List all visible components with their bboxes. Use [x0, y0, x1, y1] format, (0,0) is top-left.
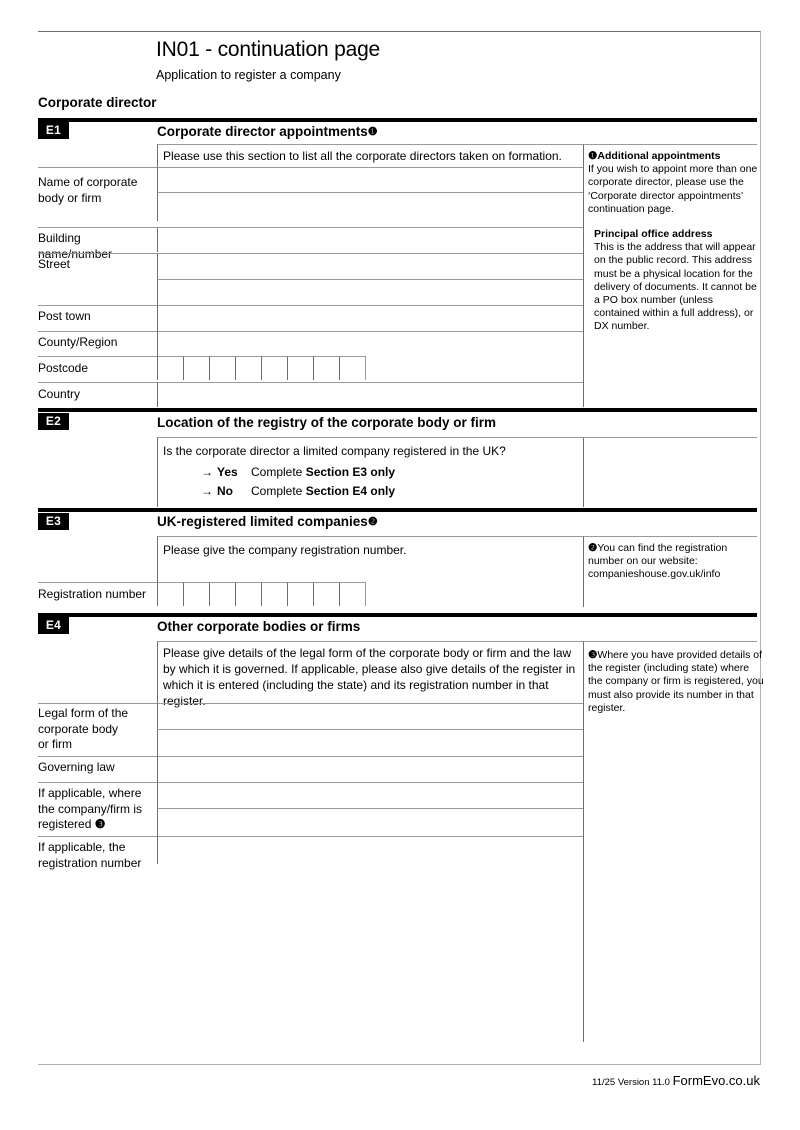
input-postcode-char-1[interactable] [157, 356, 184, 380]
field-label-county-region: County/Region [38, 335, 118, 349]
rule-e4-legalform [38, 703, 157, 704]
guidance-e4-item-1 [588, 649, 764, 715]
field-label-postcode: Postcode [38, 361, 89, 375]
rule-e1-country [38, 382, 157, 383]
guidance-e1-item-2 [594, 228, 760, 334]
input-postcode-char-5[interactable] [261, 356, 288, 380]
note-marker-1-icon: ❶ [588, 150, 598, 162]
rule-e1-postcode [38, 356, 157, 357]
footer-divider [38, 1064, 760, 1065]
rule-e4-governinglaw [38, 756, 157, 757]
section-badge-e4: E4 [38, 617, 69, 634]
note-ref-1-icon: ❶ [367, 126, 378, 138]
section-heading-e3-text: UK-registered limited companies [157, 514, 368, 529]
field-label-registration-number: Registration number [38, 587, 147, 601]
section-heading-e3 [157, 514, 378, 529]
guidance-e1-item-1 [588, 150, 764, 216]
page-title: IN01 - continuation page [156, 38, 381, 61]
section-divider-e4 [38, 613, 757, 617]
section-heading-e1-text: Corporate director appointments [157, 124, 368, 139]
rule-e1-name [38, 167, 157, 168]
input-legal-form-line2[interactable] [157, 729, 583, 756]
section-heading-e2: Location of the registry of the corporate body or firm [157, 415, 497, 430]
input-street-line2[interactable] [157, 279, 583, 305]
field-label-post-town: Post town [38, 309, 91, 323]
input-postcode-char-4[interactable] [235, 356, 262, 380]
guidance-e3-item-1 [588, 542, 764, 582]
input-registration-number-char-3[interactable] [209, 582, 236, 606]
input-postcode-char-3[interactable] [209, 356, 236, 380]
e2-option-yes[interactable] [201, 464, 395, 480]
guidance-e1-body-1: If you wish to appoint more than one corporate director, please use the ‘Corporate director appointments’ continuation page. [588, 163, 758, 215]
e3-instruction-text: Please give the company registration number. [163, 543, 407, 557]
guidance-e1-body-2: This is the address that will appear on the public record. This address must be a physical location for the delivery of documents. It cannot be a PO box number (unless contained within a full address), or DX number. [594, 241, 757, 333]
input-where-registered-line1[interactable] [157, 782, 583, 808]
rule-e1-county [38, 331, 157, 332]
rule-e1-street [38, 253, 157, 254]
footer-version: 11/25 Version 11.0 [592, 1077, 670, 1088]
rule-e4-whereregistered [38, 782, 157, 783]
guidance-e3-body-1: You can find the registration number on our website: companieshouse.gov.uk/info [588, 542, 728, 581]
note-ref-3-icon: ❸ [94, 817, 106, 831]
page-subtitle: Application to register a company [156, 68, 341, 82]
note-marker-3-icon: ❸ [588, 649, 598, 661]
input-building-name-number[interactable] [157, 227, 583, 252]
field-label-building-name-number: Building name/number [38, 231, 113, 261]
input-country[interactable] [157, 382, 583, 407]
input-registration-number-char-6[interactable] [287, 582, 314, 606]
section-badge-e3: E3 [38, 513, 69, 530]
input-registration-number-char-1[interactable] [157, 582, 184, 606]
rule-e3-regno [38, 582, 157, 583]
field-label-street: Street [38, 257, 71, 271]
rule-e4-regnumber [38, 836, 157, 837]
arrow-right-icon: → [201, 484, 213, 498]
input-postcode-char-7[interactable] [313, 356, 340, 380]
section-heading-e4: Other corporate bodies or firms [157, 619, 361, 634]
note-marker-2-icon: ❷ [588, 542, 598, 554]
section-badge-e2: E2 [38, 413, 69, 430]
form-part-title: Corporate director [38, 95, 157, 110]
field-label-applicable-registration-number: If applicable, the registration number [38, 840, 142, 870]
field-label-country: Country [38, 387, 81, 401]
field-label-where-registered: If applicable, where the company/firm is registered ❸ [38, 786, 143, 831]
section-badge-e1: E1 [38, 122, 69, 139]
arrow-right-icon: → [201, 465, 213, 479]
input-name-of-corporate-body-line2[interactable] [157, 192, 583, 221]
input-post-town[interactable] [157, 305, 583, 331]
input-name-of-corporate-body-line1[interactable] [157, 167, 583, 192]
e2-option-yes-target: Section E3 only [305, 465, 396, 479]
field-label-name-of-corporate-body: Name of corporate body or firm [38, 175, 138, 205]
input-postcode-char-2[interactable] [183, 356, 210, 380]
input-registration-number-char-7[interactable] [313, 582, 340, 606]
e2-option-no-target: Section E4 only [305, 484, 396, 498]
input-postcode-char-8[interactable] [339, 356, 366, 380]
e2-question-text: Is the corporate director a limited company registered in the UK? [163, 444, 506, 458]
rule-e1-building [38, 227, 157, 228]
input-applicable-registration-number[interactable] [157, 836, 583, 864]
rule-e1-posttown [38, 305, 157, 306]
guidance-e1-title-1: Additional appointments [597, 150, 721, 162]
e2-option-yes-text: Complete [251, 465, 306, 479]
input-registration-number-char-8[interactable] [339, 582, 366, 606]
input-registration-number-char-5[interactable] [261, 582, 288, 606]
footer [592, 1073, 760, 1088]
guidance-e1-title-2: Principal office address [594, 228, 713, 240]
input-governing-law[interactable] [157, 756, 583, 782]
e1-instruction-text: Please use this section to list all the corporate directors taken on formation. [163, 149, 562, 163]
section-divider-e3 [38, 508, 757, 512]
section-divider-e1 [38, 118, 757, 122]
guidance-box-e2 [583, 437, 757, 507]
e2-option-no-key: No [217, 484, 233, 498]
note-ref-2-icon: ❷ [367, 516, 378, 528]
input-registration-number-char-4[interactable] [235, 582, 262, 606]
input-street-line1[interactable] [157, 253, 583, 279]
e2-option-no-text: Complete [251, 484, 306, 498]
e4-instruction-text: Please give details of the legal form of the corporate body or firm and the law by which it is governed. If applicable, please also give details of the register in which it is entered (including the state) and its registration number in that register. [163, 646, 576, 708]
field-label-legal-form: Legal form of the corporate body or firm [38, 706, 129, 751]
input-postcode-char-6[interactable] [287, 356, 314, 380]
section-divider-e2 [38, 408, 757, 412]
e2-option-no[interactable] [201, 483, 395, 499]
input-legal-form-line1[interactable] [157, 703, 583, 729]
section-heading-e1 [157, 124, 378, 139]
e2-option-yes-key: Yes [217, 465, 238, 479]
input-where-registered-line2[interactable] [157, 808, 583, 836]
footer-brand: FormEvo.co.uk [672, 1073, 760, 1088]
input-registration-number-char-2[interactable] [183, 582, 210, 606]
input-county-region[interactable] [157, 331, 583, 356]
field-label-governing-law: Governing law [38, 760, 115, 774]
guidance-e4-body-1: Where you have provided details of the register (including state) where the company or firm is registered, you must also provide its number in that register. [588, 649, 764, 714]
